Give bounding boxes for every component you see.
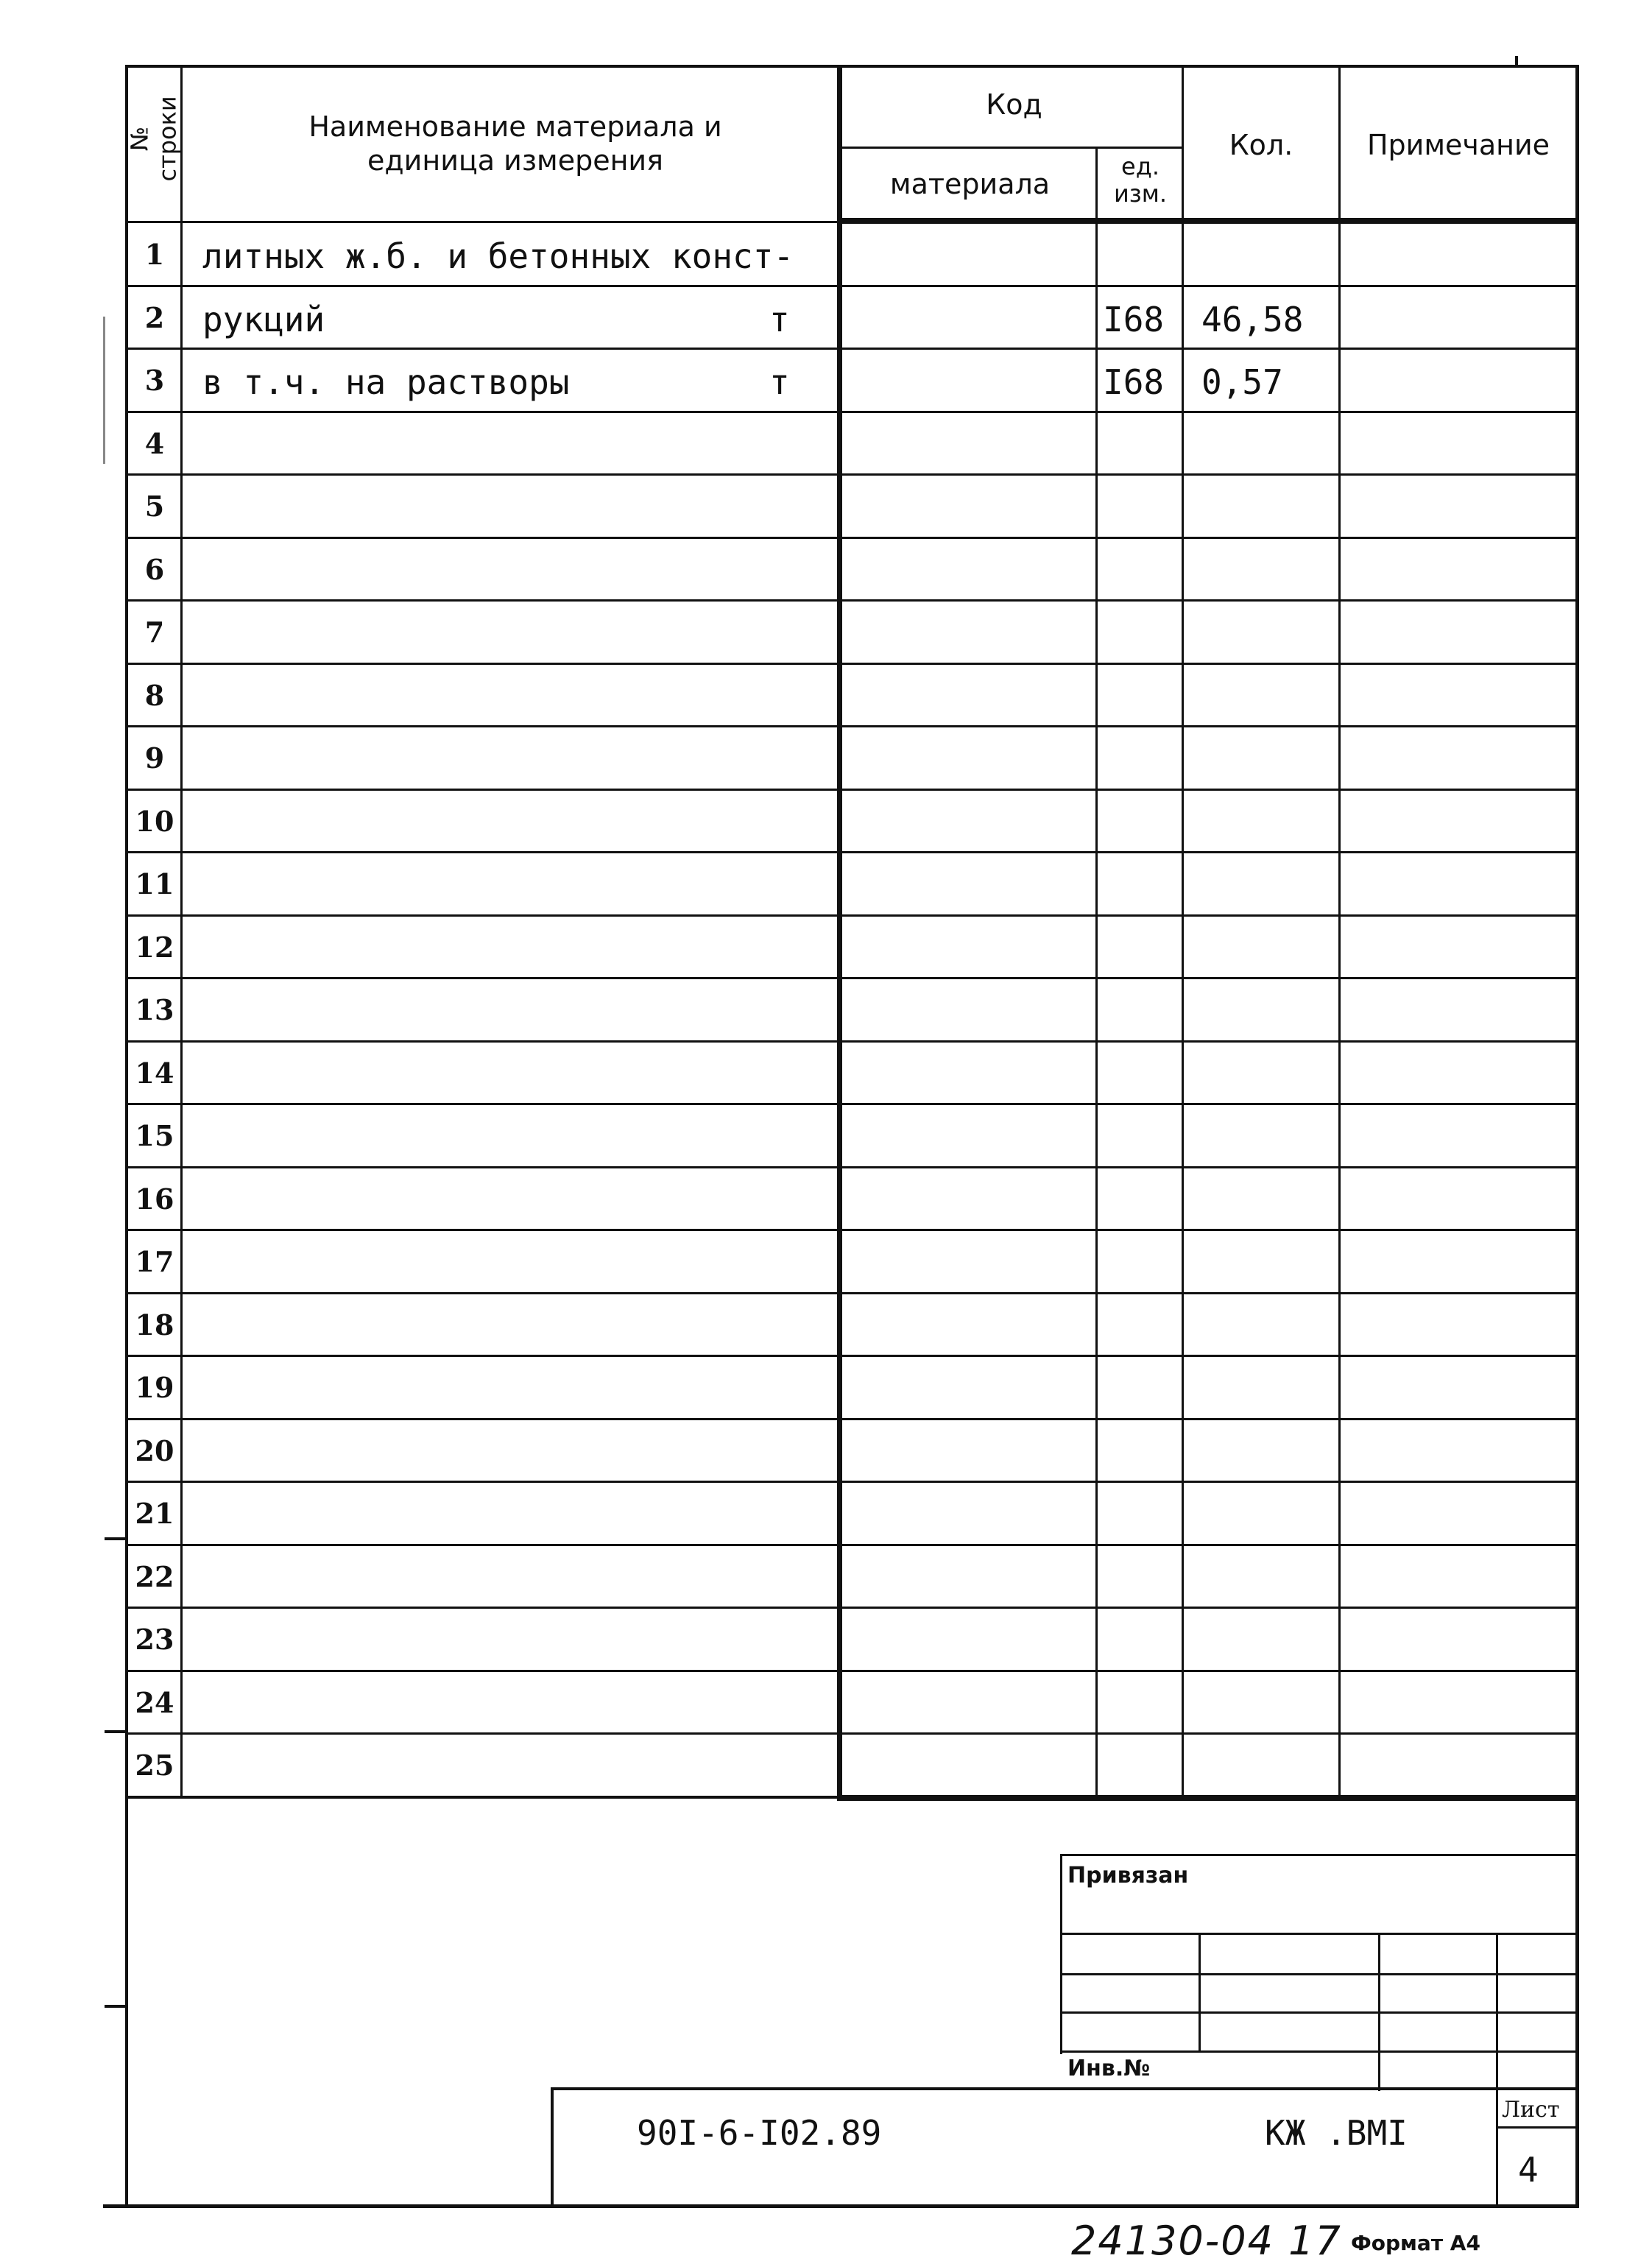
row-number-header: № строки [125,96,182,182]
col-sep-material-thick [837,65,842,1798]
format-label: Формат А4 [1351,2231,1480,2255]
col-sep-note [1338,65,1341,1798]
sheet-number: 4 [1518,2150,1539,2190]
stamp-line-3 [1060,2011,1579,2014]
row-separator [125,1229,1577,1231]
sheet-label-line [1496,2126,1579,2129]
row-separator [125,851,1577,853]
tick-top-right [1515,56,1518,66]
row-separator [125,1103,1577,1105]
inv-label: Инв.№ [1067,2056,1151,2081]
row-number: 15 [135,1119,174,1152]
row-number: 2 [144,300,165,334]
col-sep-kol [1182,65,1184,1798]
row-number: 3 [144,364,165,397]
row-separator [125,1418,1577,1420]
doc-mark: КЖ .ВМI [1265,2113,1408,2153]
row-number: 11 [135,867,174,900]
row-number: 23 [135,1623,174,1656]
row-number: 22 [135,1559,174,1593]
material-name: в т.ч. на растворы [202,362,570,402]
unit-cell: т [769,362,790,402]
col-sep-ed [1095,147,1098,1798]
margin-tick [105,2005,127,2008]
row-number: 17 [135,1245,174,1278]
margin-tick [105,1537,127,1540]
material-header: материала [889,168,1051,200]
frame-right [1575,65,1579,2207]
stamp-line-4 [1060,2050,1579,2053]
quantity-cell: 46,58 [1201,299,1304,339]
frame-bottom [103,2204,1579,2208]
row-separator [125,1544,1577,1546]
row-separator [125,1166,1577,1168]
row-number: 13 [135,993,174,1026]
header-bottom-thick [839,218,1579,224]
row-number: 7 [144,616,165,649]
row-number: 8 [144,678,165,712]
row-number: 19 [135,1371,174,1404]
name-header: Наименование материала и единица измерения [308,110,722,177]
row-separator [125,1040,1577,1043]
row-number: 14 [135,1056,174,1090]
margin-tick [105,1730,127,1733]
row-number: 24 [135,1685,174,1719]
row-number: 25 [135,1749,174,1782]
unit-cell: т [769,299,790,339]
row-separator [125,1355,1577,1357]
row-separator [125,977,1577,979]
unit-code-cell: I68 [1103,299,1165,339]
material-name: рукций [202,299,325,339]
unit-code-cell: I68 [1103,362,1165,402]
row-separator [125,1732,1577,1735]
code-block-bottom [837,1795,1579,1801]
stamp-vert-1 [1199,1933,1201,2050]
sheet-label: Лист [1502,2097,1560,2123]
stamp-line-1 [1060,1933,1579,1935]
code-header: Код [986,88,1042,121]
row-number: 21 [135,1497,174,1530]
row-number: 12 [135,930,174,964]
row-separator [125,285,1577,287]
margin-dots [103,317,105,464]
note-header: Примечание [1366,129,1550,161]
material-name: литных ж.б. и бетонных конст- [202,236,794,276]
table-bottom [125,1796,841,1799]
row-number: 9 [144,741,165,775]
stamp-vert-2 [1378,1933,1380,2091]
quantity-cell: 0,57 [1201,362,1283,402]
header-bottom [125,221,841,223]
row-separator [125,537,1577,539]
row-number: 1 [144,238,165,271]
stamp-box-left [1060,1854,1062,2054]
row-number: 18 [135,1308,174,1341]
stamp-line-2 [1060,1973,1579,1975]
row-separator [125,1481,1577,1483]
stamp-vert-3 [1496,1933,1498,2205]
row-separator [125,1670,1577,1672]
titleblock-left [551,2087,554,2205]
row-separator [125,348,1577,350]
row-number: 5 [144,490,165,523]
row-separator [125,1607,1577,1609]
frame-top [125,65,1579,68]
row-separator [125,663,1577,665]
row-separator [125,411,1577,413]
row-separator [125,789,1577,791]
unit-header: ед. изм. [1113,152,1168,208]
handwritten-number: 24130-04 17 [1071,2218,1342,2264]
row-number: 20 [135,1433,174,1467]
qty-header: Кол. [1229,129,1293,161]
row-number: 16 [135,1182,174,1216]
row-separator [125,725,1577,727]
privyazan-label: Привязан [1067,1863,1189,1889]
stamp-box-top [1060,1854,1579,1856]
row-separator [125,914,1577,917]
row-separator [125,473,1577,476]
row-number: 6 [144,552,165,586]
row-separator [125,599,1577,602]
doc-number: 90I-6-I02.89 [637,2113,882,2153]
titleblock-top [551,2087,1579,2090]
row-number: 4 [144,426,165,460]
code-subheader-line [839,147,1184,149]
row-separator [125,1292,1577,1294]
row-number: 10 [135,804,174,838]
